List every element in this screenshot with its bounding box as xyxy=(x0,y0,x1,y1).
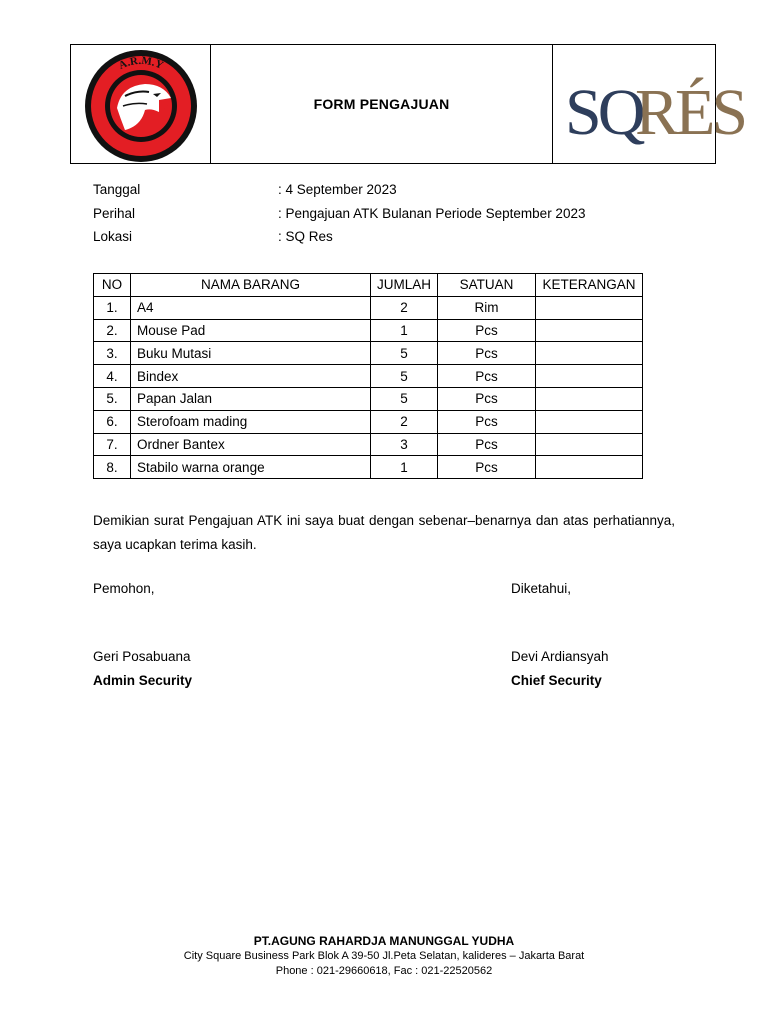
table-row xyxy=(94,365,643,388)
table-header-row xyxy=(94,274,643,297)
cell-qty: 5 xyxy=(371,342,438,365)
table-row xyxy=(94,433,643,456)
cell-unit: Pcs xyxy=(438,456,536,479)
cell-name: Papan Jalan xyxy=(131,387,371,410)
meta-label: Lokasi xyxy=(93,229,133,244)
cell-note xyxy=(536,319,643,342)
cell-note xyxy=(536,456,643,479)
cell-no: 2. xyxy=(94,319,131,342)
cell-qty: 5 xyxy=(371,365,438,388)
meta-value: : Pengajuan ATK Bulanan Periode September 2023 xyxy=(278,205,586,221)
cell-qty: 1 xyxy=(371,319,438,342)
col-header-name: NAMA BARANG xyxy=(131,274,371,297)
table-row xyxy=(94,456,643,479)
cell-qty: 1 xyxy=(371,456,438,479)
cell-no: 6. xyxy=(94,410,131,433)
svg-text:SQ: SQ xyxy=(565,76,642,149)
table-row xyxy=(94,342,643,365)
cell-name: Buku Mutasi xyxy=(131,342,371,365)
cell-unit: Pcs xyxy=(438,410,536,433)
closing-paragraph: Demikian surat Pengajuan ATK ini saya buat dengan sebenar–benarnya dan atas perhatiannya, saya ucapkan terima kasih. xyxy=(93,513,675,552)
svg-text:A.R.M.Y: A.R.M.Y xyxy=(116,54,165,72)
col-header-no: NO xyxy=(94,274,131,297)
table-row xyxy=(94,296,643,319)
meta-value: : SQ Res xyxy=(278,229,333,244)
footer xyxy=(0,933,768,979)
meta-label: Tanggal xyxy=(93,182,141,197)
cell-qty: 2 xyxy=(371,410,438,433)
cell-no: 3. xyxy=(94,342,131,365)
col-header-unit: SATUAN xyxy=(438,274,536,297)
cell-name: Bindex xyxy=(131,365,371,388)
cell-note xyxy=(536,410,643,433)
items-table xyxy=(93,273,643,479)
cell-no: 5. xyxy=(94,387,131,410)
meta-value: : 4 September 2023 xyxy=(278,182,397,197)
footer-contact: Phone : 021-29660618, Fac : 021-22520562 xyxy=(275,965,493,977)
signature-caption: Diketahui, xyxy=(511,581,572,596)
signature-right-name-block xyxy=(511,647,609,691)
signature-role: Admin Security xyxy=(93,673,193,688)
cell-unit: Pcs xyxy=(438,387,536,410)
cell-unit: Pcs xyxy=(438,365,536,388)
cell-name: Stabilo warna orange xyxy=(131,456,371,479)
col-header-qty: JUMLAH xyxy=(371,274,438,297)
signature-right xyxy=(511,579,571,599)
header-box xyxy=(70,44,745,164)
cell-qty: 2 xyxy=(371,296,438,319)
table-row xyxy=(94,410,643,433)
cell-qty: 3 xyxy=(371,433,438,456)
footer-company: PT.AGUNG RAHARDJA MANUNGGAL YUDHA xyxy=(253,934,515,948)
footer-address: City Square Business Park Blok A 39-50 Jl.Peta Selatan, kalideres – Jakarta Barat xyxy=(183,950,585,962)
cell-note xyxy=(536,296,643,319)
cell-name: Mouse Pad xyxy=(131,319,371,342)
meta-info xyxy=(93,180,585,251)
cell-note xyxy=(536,365,643,388)
cell-unit: Pcs xyxy=(438,342,536,365)
cell-qty: 5 xyxy=(371,387,438,410)
cell-no: 7. xyxy=(94,433,131,456)
cell-no: 1. xyxy=(94,296,131,319)
meta-row-subject xyxy=(93,204,585,228)
meta-label: Perihal xyxy=(93,205,136,221)
table-row xyxy=(94,319,643,342)
army-security-logo-image xyxy=(75,46,207,162)
col-header-note: KETERANGAN xyxy=(536,274,643,297)
svg-text:RÉS: RÉS xyxy=(635,76,745,149)
army-security-logo xyxy=(71,45,211,163)
cell-note xyxy=(536,342,643,365)
cell-name: Sterofoam mading xyxy=(131,410,371,433)
signature-left xyxy=(93,579,155,599)
signature-caption: Pemohon, xyxy=(93,581,155,596)
signature-role: Chief Security xyxy=(511,673,602,688)
signature-left-name-block xyxy=(93,647,192,691)
signature-name: Devi Ardiansyah xyxy=(511,649,609,664)
cell-note xyxy=(536,387,643,410)
cell-no: 8. xyxy=(94,456,131,479)
cell-name: Ordner Bantex xyxy=(131,433,371,456)
cell-no: 4. xyxy=(94,365,131,388)
cell-name: A4 xyxy=(131,296,371,319)
cell-unit: Rim xyxy=(438,296,536,319)
meta-row-date xyxy=(93,180,585,204)
cell-unit: Pcs xyxy=(438,319,536,342)
cell-note xyxy=(536,433,643,456)
signature-name: Geri Posabuana xyxy=(93,649,191,664)
form-title: FORM PENGAJUAN xyxy=(313,96,450,112)
cell-unit: Pcs xyxy=(438,433,536,456)
sq-res-logo xyxy=(552,45,745,163)
meta-row-location xyxy=(93,227,585,251)
sq-res-logo-image xyxy=(559,54,745,154)
table-row xyxy=(94,387,643,410)
